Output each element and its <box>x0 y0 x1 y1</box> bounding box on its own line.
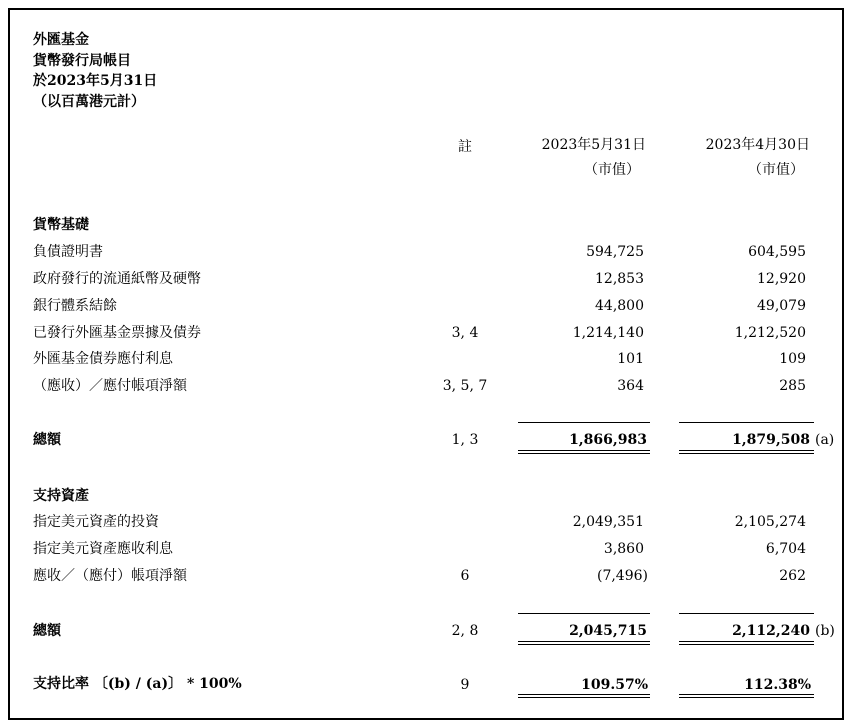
total-tag-a: (a) <box>815 432 835 448</box>
row-value-col1: 101 <box>617 351 644 367</box>
ratio-double-rule-col1 <box>518 694 650 698</box>
col2-subheader: （市值） <box>748 162 804 178</box>
note-header: 註 <box>458 139 472 155</box>
row-value-col2: 12,920 <box>757 271 806 287</box>
row-value-col2: 109 <box>779 351 806 367</box>
row-label: 指定美元資產應收利息 <box>33 541 173 557</box>
col1-header: 2023年5月31日 <box>541 137 646 153</box>
subtotal-rule-col1 <box>518 422 650 423</box>
row-value-col1: (7,496) <box>596 568 648 584</box>
row-value-col2: 1,212,520 <box>734 325 806 341</box>
col2-header: 2023年4月30日 <box>705 137 810 153</box>
total-value-col2: 2,112,240 <box>732 623 810 639</box>
account-title: 貨幣發行局帳目 <box>33 53 131 69</box>
row-value-col1: 44,800 <box>595 298 644 314</box>
subtotal-rule-col2 <box>679 613 814 614</box>
ratio-label: 支持比率 〔(b) / (a)〕 * 100% <box>33 676 242 692</box>
unit-title: （以百萬港元計） <box>33 94 145 110</box>
row-note: 3, 5, 7 <box>442 378 488 394</box>
row-value-col1: 3,860 <box>603 541 644 557</box>
row-value-col2: 49,079 <box>757 298 806 314</box>
row-label: 應收／（應付）帳項淨額 <box>33 568 187 584</box>
row-label: 負債證明書 <box>33 244 103 260</box>
ratio-value-col2: 112.38% <box>744 677 811 693</box>
row-value-col1: 594,725 <box>586 244 644 260</box>
total-value-col2: 1,879,508 <box>732 432 810 448</box>
date-title: 於2023年5月31日 <box>33 73 158 89</box>
total-value-col1: 1,866,983 <box>569 432 647 448</box>
row-label: 外匯基金債券應付利息 <box>33 351 173 367</box>
subtotal-rule-col2 <box>679 422 814 423</box>
total-value-col1: 2,045,715 <box>569 623 647 639</box>
row-value-col2: 262 <box>779 568 806 584</box>
total-label: 總額 <box>33 623 61 639</box>
col1-subheader: （市值） <box>584 162 640 178</box>
section-backing-assets-title: 支持資產 <box>33 488 89 504</box>
total-double-rule-col1 <box>518 450 650 454</box>
ratio-double-rule-col2 <box>679 694 814 698</box>
total-double-rule-col2 <box>679 641 814 645</box>
row-value-col2: 2,105,274 <box>734 514 806 530</box>
row-value-col2: 285 <box>779 378 806 394</box>
row-note: 6 <box>460 568 470 584</box>
row-label: 政府發行的流通紙幣及硬幣 <box>33 271 201 287</box>
total-tag-b: (b) <box>815 623 835 639</box>
row-note: 3, 4 <box>451 325 479 341</box>
ratio-note: 9 <box>460 677 470 693</box>
row-value-col2: 6,704 <box>765 541 806 557</box>
row-value-col2: 604,595 <box>748 244 806 260</box>
total-label: 總額 <box>33 432 61 448</box>
row-value-col1: 364 <box>617 378 644 394</box>
ratio-value-col1: 109.57% <box>581 677 648 693</box>
section-monetary-base-title: 貨幣基礎 <box>33 217 89 233</box>
row-label: 指定美元資產的投資 <box>33 514 159 530</box>
row-value-col1: 12,853 <box>595 271 644 287</box>
subtotal-rule-col1 <box>518 613 650 614</box>
fund-title: 外匯基金 <box>33 32 89 48</box>
row-label: 已發行外匯基金票據及債券 <box>33 325 201 341</box>
row-value-col1: 2,049,351 <box>572 514 644 530</box>
total-double-rule-col2 <box>679 450 814 454</box>
row-label: 銀行體系結餘 <box>33 298 117 314</box>
total-double-rule-col1 <box>518 641 650 645</box>
row-value-col1: 1,214,140 <box>572 325 644 341</box>
row-label: （應收）／應付帳項淨額 <box>33 378 187 394</box>
total-note: 1, 3 <box>451 432 479 448</box>
total-note: 2, 8 <box>451 623 479 639</box>
